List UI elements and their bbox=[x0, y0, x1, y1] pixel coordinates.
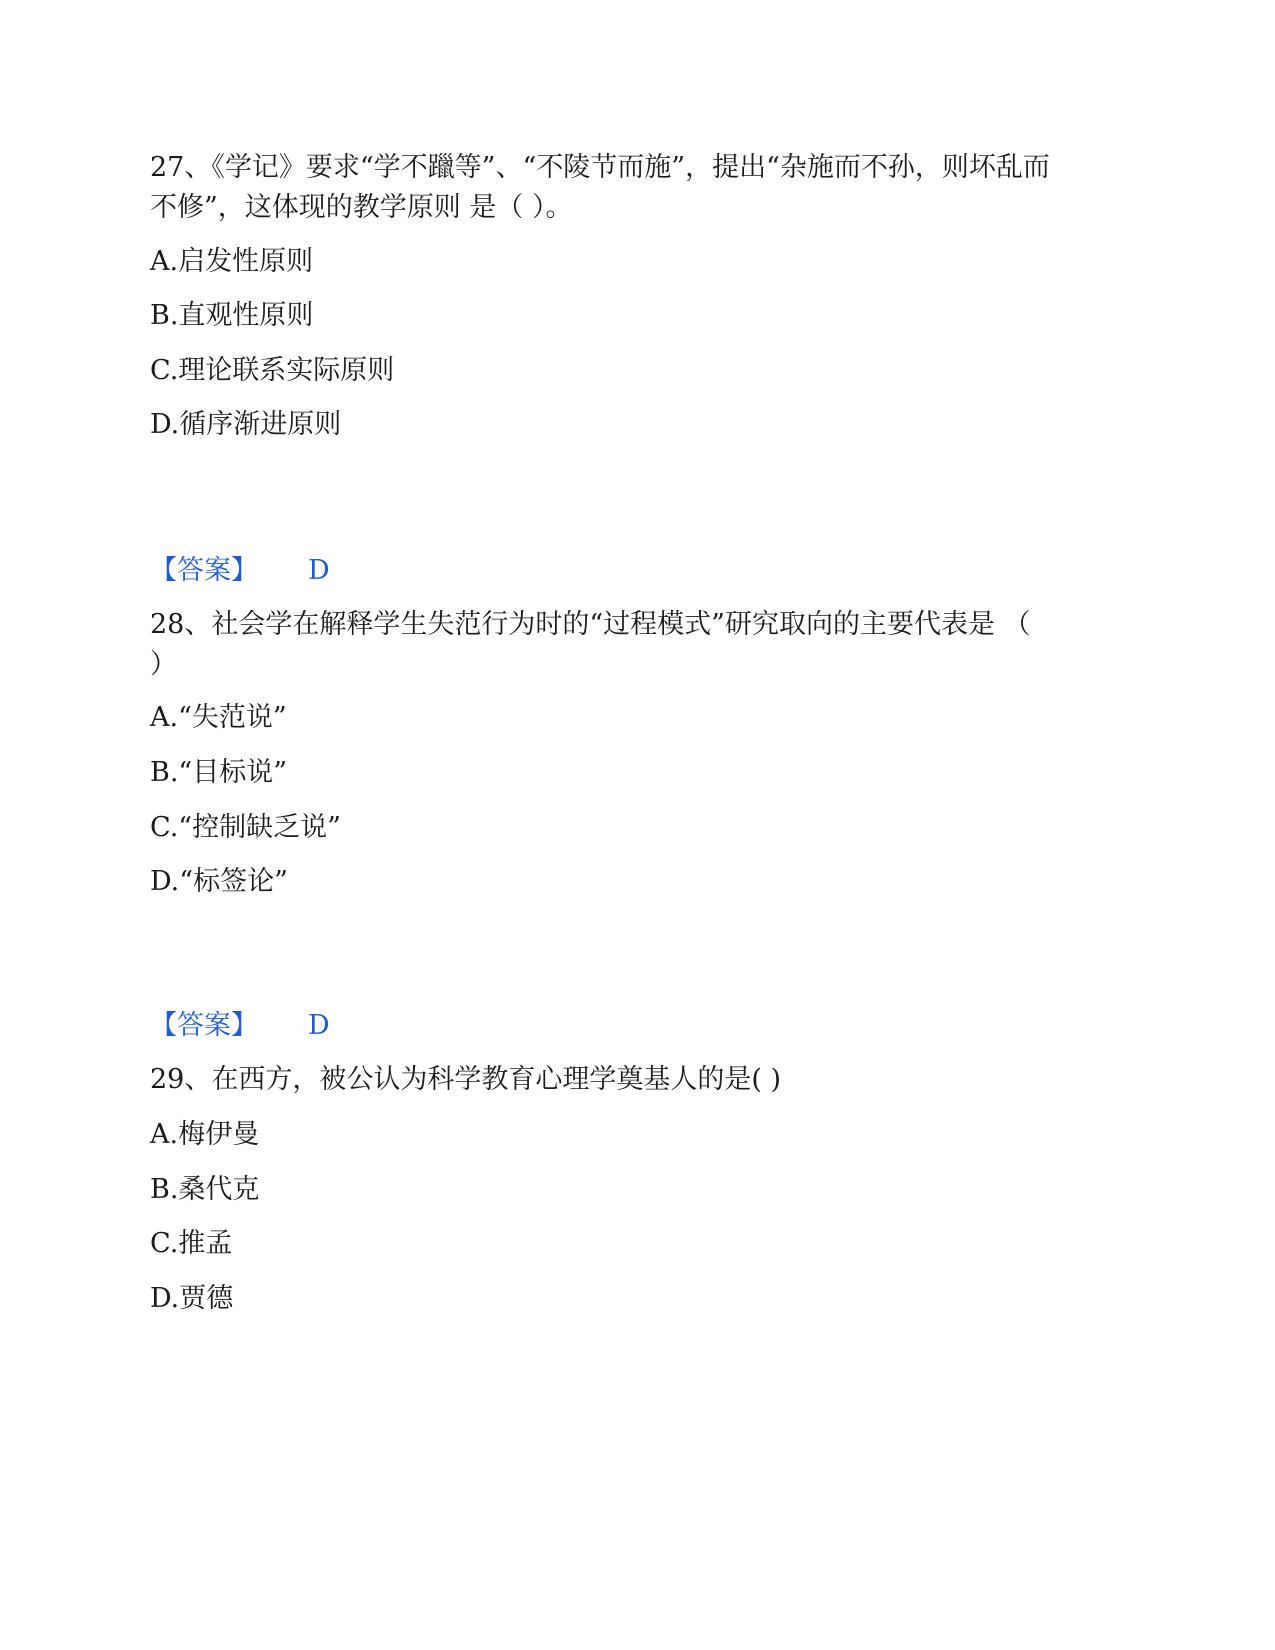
question-27-option-a: A.启发性原则 bbox=[150, 246, 314, 277]
question-28-option-b: B.“目标说” bbox=[150, 757, 288, 788]
answer-value: D bbox=[308, 555, 330, 586]
question-27-option-d: D.循序渐进原则 bbox=[150, 409, 342, 440]
question-27-stem-line-1: 27、《学记》要求“学不躐等”、“不陵节而施”，提出“杂施而不孙，则坏乱而 bbox=[150, 152, 1050, 183]
answer-label: 【答案】 bbox=[150, 555, 258, 586]
answer-value: D bbox=[308, 1010, 330, 1041]
question-28-option-c: C.“控制缺乏说” bbox=[150, 812, 341, 843]
question-27-answer bbox=[150, 551, 330, 591]
question-29-stem-line-1: 29、在西方，被公认为科学教育心理学奠基人的是( ) bbox=[150, 1064, 782, 1095]
question-28-option-a: A.“失范说” bbox=[150, 702, 287, 733]
answer-label: 【答案】 bbox=[150, 1010, 258, 1041]
question-27-stem-line-2: 不修”，这体现的教学原则 是（ ）。 bbox=[150, 192, 573, 223]
question-28-answer bbox=[150, 1006, 330, 1046]
question-27-option-b: B.直观性原则 bbox=[150, 300, 314, 331]
question-29-option-d: D.贾德 bbox=[150, 1283, 234, 1314]
question-28-option-d: D.“标签论” bbox=[150, 866, 288, 897]
question-29-option-c: C.推孟 bbox=[150, 1228, 233, 1259]
question-29-option-a: A.梅伊曼 bbox=[150, 1119, 260, 1150]
question-28-stem-line-2: ） bbox=[150, 649, 177, 680]
question-28-stem-line-1: 28、社会学在解释学生失范行为时的“过程模式”研究取向的主要代表是 （ bbox=[150, 609, 1031, 640]
question-29-option-b: B.桑代克 bbox=[150, 1174, 260, 1205]
question-27-option-c: C.理论联系实际原则 bbox=[150, 355, 395, 386]
